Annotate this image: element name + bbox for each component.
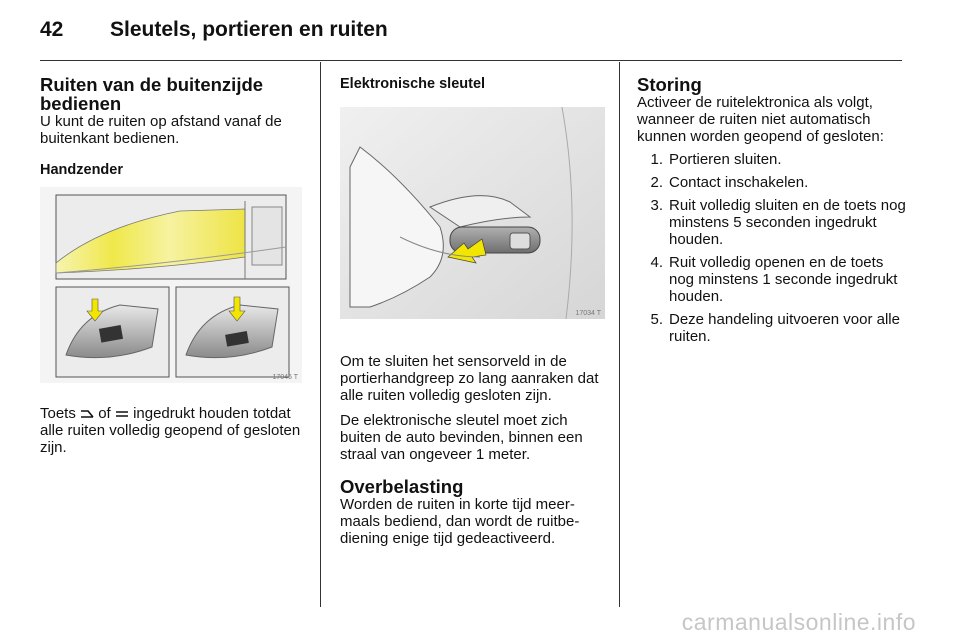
column-divider-2 — [619, 62, 620, 607]
list-item: 5. Deze handeling uitvoeren voor alle ruiten. — [650, 311, 900, 345]
page-title: Sleutels, portieren en ruiten — [110, 18, 388, 41]
fault-steps — [637, 151, 907, 345]
list-item: 4. Ruit volledig openen en de toets nog minstens 1 seconde ingedrukt houden. — [650, 254, 898, 305]
key-range-note: De elektronische sleutel moet zich buiten de auto bevinden, binnen een straal van ongeveer 1 meter. — [340, 412, 583, 463]
page-header — [40, 18, 388, 48]
remote-instruction: Toets of ingedrukt houden totdat alle ruiten volledig geopend of gesloten zijn. — [40, 405, 301, 456]
list-item: 3. Ruit volledig sluiten en de toets nog minstens 5 seconden ingedrukt houden. — [650, 197, 906, 248]
window-open-symbol-icon — [115, 409, 129, 419]
fault-intro: Activeer de ruitelektronica als volgt, wanneer de ruiten niet automatisch kunnen worden geopend of gesloten: — [637, 94, 884, 145]
door-handle-figure — [340, 107, 605, 319]
list-item: 2. Contact inschakelen. — [650, 174, 809, 191]
figure-code: 17046 T — [272, 374, 298, 381]
column-1 — [40, 75, 302, 456]
window-close-symbol-icon — [80, 409, 94, 419]
overload-text: Worden de ruiten in korte tijd meermaals bediend, dan wordt de ruitbediening enige tijd gedeactiveerd. — [340, 496, 580, 547]
door-handle-illustration — [340, 107, 605, 319]
section-heading-exterior: Ruiten van de buitenzijde bedienen — [40, 74, 264, 114]
page-number: 42 — [40, 18, 64, 41]
header-divider — [40, 60, 902, 61]
intro-text: U kunt de ruiten op afstand vanaf de buitenkant bedienen. — [40, 113, 282, 147]
remote-illustration — [40, 187, 302, 383]
column-2 — [340, 75, 605, 547]
figure-code: 17034 T — [575, 310, 601, 317]
column-divider-1 — [320, 62, 321, 607]
list-item: 1. Portieren sluiten. — [650, 151, 782, 168]
remote-figure — [40, 187, 302, 383]
section-heading-fault: Storing — [637, 74, 702, 95]
section-heading-overload: Overbelasting — [340, 476, 464, 497]
subheading-electronic-key: Elektronische sleutel — [340, 76, 486, 92]
close-instruction: Om te sluiten het sensorveld in de portierhandgreep zo lang aanraken dat alle ruiten volledig gesloten zijn. — [340, 353, 599, 404]
column-3 — [637, 75, 907, 351]
subheading-remote: Handzender — [40, 162, 123, 178]
watermark: carmanualsonline.info — [681, 609, 916, 635]
